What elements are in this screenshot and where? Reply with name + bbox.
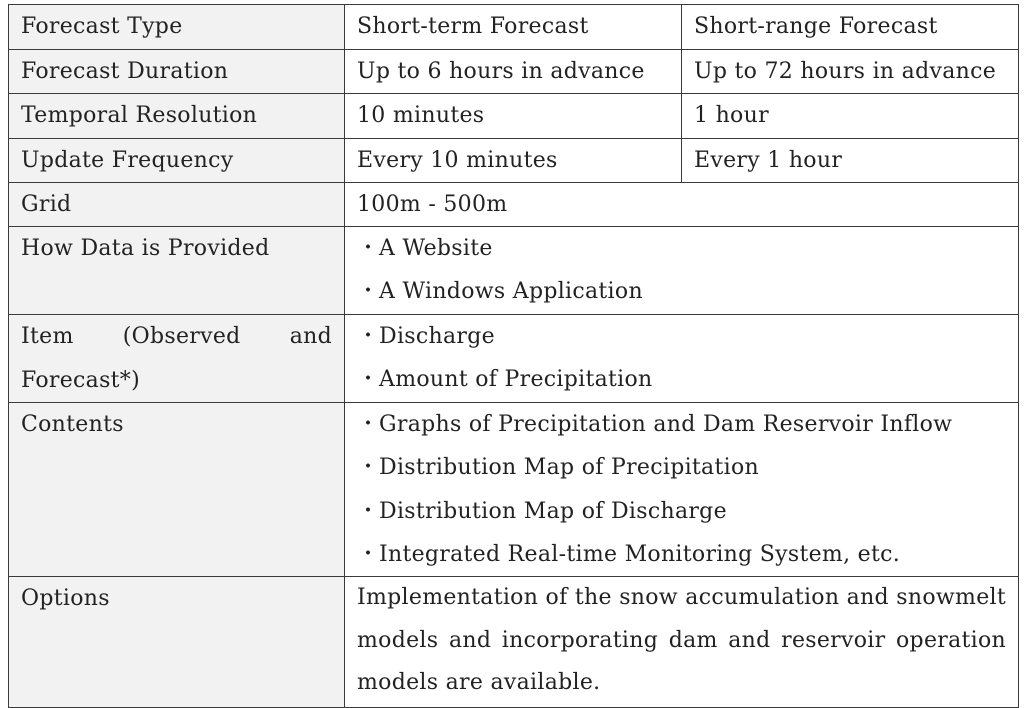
forecast-spec-table: [8, 4, 1019, 708]
table-row-how-data-provided: [9, 227, 1019, 315]
label-forecast-type: Forecast Type: [9, 5, 345, 50]
list-item: ・Distribution Map of Discharge: [357, 498, 727, 524]
value-duration-short-range: Up to 72 hours in advance: [682, 50, 1019, 94]
list-item: ・Integrated Real-time Monitoring System, etc.: [357, 542, 901, 568]
label-grid: Grid: [9, 182, 345, 226]
table-row-contents: [9, 403, 1019, 577]
value-contents: [345, 403, 1019, 577]
table-row-forecast-duration: [9, 50, 1019, 94]
list-item: ・A Website: [357, 236, 493, 262]
value-temporal-short-term: 10 minutes: [345, 94, 682, 138]
value-temporal-short-range: 1 hour: [682, 94, 1019, 138]
list-item: ・A Windows Application: [357, 279, 643, 305]
value-item: [345, 315, 1019, 403]
label-temporal-resolution: Temporal Resolution: [9, 94, 345, 138]
list-item: ・Graphs of Precipitation and Dam Reservoir Inflow: [357, 412, 953, 438]
table-row-item: [9, 315, 1019, 403]
list-item: ・Distribution Map of Precipitation: [357, 455, 759, 481]
list-item: ・Amount of Precipitation: [357, 367, 653, 393]
header-short-range: Short-range Forecast: [682, 5, 1019, 50]
label-item: Item (Observed and Forecast*): [9, 315, 345, 403]
value-how-data-provided: [345, 227, 1019, 315]
table-row-temporal-resolution: [9, 94, 1019, 138]
table-row-options: [9, 577, 1019, 708]
table-row-grid: [9, 182, 1019, 226]
label-contents: Contents: [9, 403, 345, 577]
value-grid: 100m - 500m: [345, 182, 1019, 226]
table-row-forecast-type: [9, 5, 1019, 50]
value-update-short-range: Every 1 hour: [682, 138, 1019, 182]
list-item: ・Discharge: [357, 324, 495, 350]
value-duration-short-term: Up to 6 hours in advance: [345, 50, 682, 94]
table-row-update-frequency: [9, 138, 1019, 182]
label-update-frequency: Update Frequency: [9, 138, 345, 182]
value-update-short-term: Every 10 minutes: [345, 138, 682, 182]
label-how-data-provided: How Data is Provided: [9, 227, 345, 315]
header-short-term: Short-term Forecast: [345, 5, 682, 50]
label-forecast-duration: Forecast Duration: [9, 50, 345, 94]
value-options: Implementation of the snow accumulation and snowmelt models and incorporating dam and reservoir operation models are available.: [345, 577, 1019, 708]
label-options: Options: [9, 577, 345, 708]
